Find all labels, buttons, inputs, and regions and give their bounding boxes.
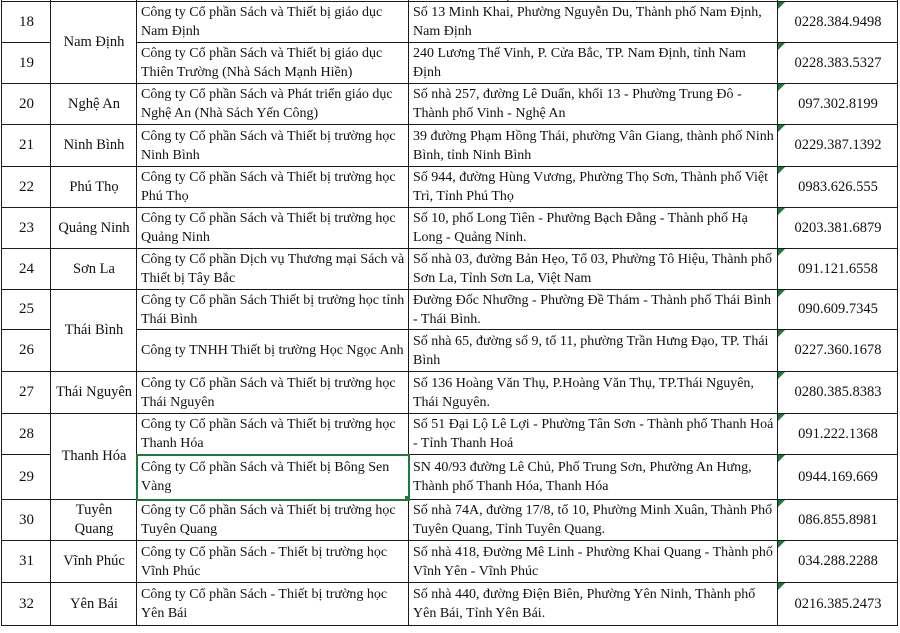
address-cell[interactable]: 39 đường Phạm Hồng Thái, phường Vân Giang, thành phố Ninh Bình, tỉnh Ninh Bình xyxy=(409,125,778,167)
address-cell[interactable]: Số nhà 257, đường Lê Duẩn, khối 13 - Phường Trung Đô - Thành phố Vinh - Nghệ An xyxy=(409,84,778,125)
name-cell[interactable]: Công ty Cổ phần Dịch vụ Thương mại Sách và Thiết bị Tây Bắc xyxy=(137,249,409,290)
phone-cell[interactable]: 0229.387.1392 xyxy=(778,125,898,167)
name-cell[interactable]: Công ty Cổ phần Sách và Phát triển giáo dục Nghệ An (Nhà Sách Yến Công) xyxy=(137,84,409,125)
address-cell[interactable]: Số nhà 65, đường số 9, tổ 11, phường Trần Hưng Đạo, TP. Thái Bình xyxy=(409,330,778,372)
table-row xyxy=(2,167,898,208)
phone-cell[interactable]: 0983.626.555 xyxy=(778,167,898,208)
address-cell[interactable]: Đường Đốc Nhưỡng - Phường Đề Thám - Thành phố Thái Bình - Thái Bình. xyxy=(409,290,778,330)
province-cell[interactable]: Tuyên Quang xyxy=(51,500,137,541)
province-cell[interactable]: Thanh Hóa xyxy=(51,414,137,500)
stt-cell[interactable]: 19 xyxy=(2,43,51,84)
phone-cell[interactable]: 0280.385.8383 xyxy=(778,372,898,414)
phone-cell[interactable]: 0227.360.1678 xyxy=(778,330,898,372)
name-cell[interactable]: Công ty Cổ phần Sách và Thiết bị trường học Thanh Hóa xyxy=(137,414,409,455)
table-row xyxy=(2,455,898,500)
distributor-table xyxy=(1,0,898,626)
table-row xyxy=(2,84,898,125)
name-cell[interactable]: Công ty Cổ phần Sách và Thiết bị trường học Phú Thọ xyxy=(137,167,409,208)
stt-cell[interactable]: 32 xyxy=(2,583,51,626)
address-cell[interactable]: Số 51 Đại Lộ Lê Lợi - Phường Tân Sơn - Thành phố Thanh Hoá - Tỉnh Thanh Hoá xyxy=(409,414,778,455)
table-row xyxy=(2,125,898,167)
phone-cell[interactable]: 034.288.2288 xyxy=(778,541,898,583)
name-cell[interactable]: Công ty Cổ phần Sách và Thiết bị giáo dục Nam Định xyxy=(137,2,409,43)
province-cell[interactable]: Quảng Ninh xyxy=(51,208,137,249)
stt-cell[interactable]: 21 xyxy=(2,125,51,167)
address-cell[interactable]: Số 10, phố Long Tiên - Phường Bạch Đằng - Thành phố Hạ Long - Quảng Ninh. xyxy=(409,208,778,249)
stt-cell[interactable]: 25 xyxy=(2,290,51,330)
province-cell[interactable]: Phú Thọ xyxy=(51,167,137,208)
phone-cell[interactable]: 0216.385.2473 xyxy=(778,583,898,626)
address-cell[interactable]: Số nhà 440, đường Điện Biên, Phường Yên Ninh, Thành phố Yên Bái, Tỉnh Yên Bái. xyxy=(409,583,778,626)
stt-cell[interactable]: 31 xyxy=(2,541,51,583)
name-cell[interactable]: Công ty Cổ phần Sách Thiết bị trường học tỉnh Thái Bình xyxy=(137,290,409,330)
table-row xyxy=(2,583,898,626)
name-cell[interactable]: Công ty TNHH Thiết bị trường Học Ngọc Anh xyxy=(137,330,409,372)
name-cell[interactable]: Công ty Cổ phần Sách và Thiết bị giáo dục Thiên Trường (Nhà Sách Mạnh Hiền) xyxy=(137,43,409,84)
stt-cell[interactable]: 23 xyxy=(2,208,51,249)
phone-cell[interactable]: 0228.383.5327 xyxy=(778,43,898,84)
phone-cell[interactable]: 097.302.8199 xyxy=(778,84,898,125)
stt-cell[interactable]: 18 xyxy=(2,2,51,43)
address-cell[interactable]: Số 944, đường Hùng Vương, Phường Thọ Sơn, Thành phố Việt Trì, Tỉnh Phú Thọ xyxy=(409,167,778,208)
address-cell[interactable]: Số 136 Hoàng Văn Thụ, P.Hoàng Văn Thụ, TP.Thái Nguyên, Thái Nguyên. xyxy=(409,372,778,414)
phone-cell[interactable]: 0944.169.669 xyxy=(778,455,898,500)
table-row xyxy=(2,208,898,249)
stt-cell[interactable]: 30 xyxy=(2,500,51,541)
table-row xyxy=(2,249,898,290)
stt-cell[interactable]: 20 xyxy=(2,84,51,125)
name-cell[interactable]: Công ty Cổ phần Sách và Thiết bị trường học Thái Nguyên xyxy=(137,372,409,414)
address-cell[interactable]: Số 13 Minh Khai, Phường Nguyễn Du, Thành phố Nam Định, Nam Định xyxy=(409,2,778,43)
stt-cell[interactable]: 29 xyxy=(2,455,51,500)
name-cell[interactable]: Công ty Cổ phần Sách - Thiết bị trường học Yên Bái xyxy=(137,583,409,626)
address-cell[interactable]: Số nhà 74A, đường 17/8, tổ 10, Phường Minh Xuân, Thành Phố Tuyên Quang, Tỉnh Tuyên Quang. xyxy=(409,500,778,541)
name-cell[interactable]: Công ty Cổ phần Sách và Thiết bị trường học Tuyên Quang xyxy=(137,500,409,541)
name-cell[interactable]: Công ty Cổ phần Sách - Thiết bị trường học Vĩnh Phúc xyxy=(137,541,409,583)
address-cell[interactable]: Số nhà 03, đường Bản Hẹo, Tổ 03, Phường Tô Hiệu, Thành phố Sơn La, Tỉnh Sơn La, Việt Nam xyxy=(409,249,778,290)
name-cell[interactable]: Công ty Cổ phần Sách và Thiết bị trường học Ninh Bình xyxy=(137,125,409,167)
province-cell[interactable]: Vĩnh Phúc xyxy=(51,541,137,583)
phone-cell[interactable]: 091.121.6558 xyxy=(778,249,898,290)
phone-cell[interactable]: 091.222.1368 xyxy=(778,414,898,455)
stt-cell[interactable]: 28 xyxy=(2,414,51,455)
table-row xyxy=(2,290,898,330)
stt-cell[interactable]: 26 xyxy=(2,330,51,372)
name-cell[interactable]: Công ty Cổ phần Sách và Thiết bị trường học Quảng Ninh xyxy=(137,208,409,249)
province-cell[interactable]: Thái Bình xyxy=(51,290,137,372)
phone-cell[interactable]: 086.855.8981 xyxy=(778,500,898,541)
phone-cell[interactable]: 0203.381.6879 xyxy=(778,208,898,249)
stt-cell[interactable]: 27 xyxy=(2,372,51,414)
selected-cell-text: Công ty Cổ phần Sách và Thiết bị Bông Sen Vàng xyxy=(141,460,390,494)
province-cell[interactable]: Sơn La xyxy=(51,249,137,290)
table-row xyxy=(2,541,898,583)
province-cell[interactable]: Ninh Bình xyxy=(51,125,137,167)
address-cell[interactable]: 240 Lương Thế Vinh, P. Cửa Bắc, TP. Nam Định, tỉnh Nam Định xyxy=(409,43,778,84)
province-cell[interactable]: Thái Nguyên xyxy=(51,372,137,414)
table-row xyxy=(2,330,898,372)
province-cell[interactable]: Nghệ An xyxy=(51,84,137,125)
phone-cell[interactable]: 090.609.7345 xyxy=(778,290,898,330)
table-row xyxy=(2,2,898,43)
stt-cell[interactable]: 24 xyxy=(2,249,51,290)
province-cell[interactable]: Yên Bái xyxy=(51,583,137,626)
table-row xyxy=(2,414,898,455)
name-cell-selected[interactable] xyxy=(137,455,409,500)
table-row xyxy=(2,43,898,84)
province-cell[interactable]: Nam Định xyxy=(51,2,137,84)
phone-cell[interactable]: 0228.384.9498 xyxy=(778,2,898,43)
table-row xyxy=(2,500,898,541)
address-cell[interactable]: Số nhà 418, Đường Mê Linh - Phường Khai Quang - Thành phố Vĩnh Yên - Vĩnh Phúc xyxy=(409,541,778,583)
address-cell[interactable]: SN 40/93 đường Lê Chủ, Phố Trung Sơn, Phường An Hưng, Thành phố Thanh Hóa, Thanh Hóa xyxy=(409,455,778,500)
table-row xyxy=(2,372,898,414)
stt-cell[interactable]: 22 xyxy=(2,167,51,208)
